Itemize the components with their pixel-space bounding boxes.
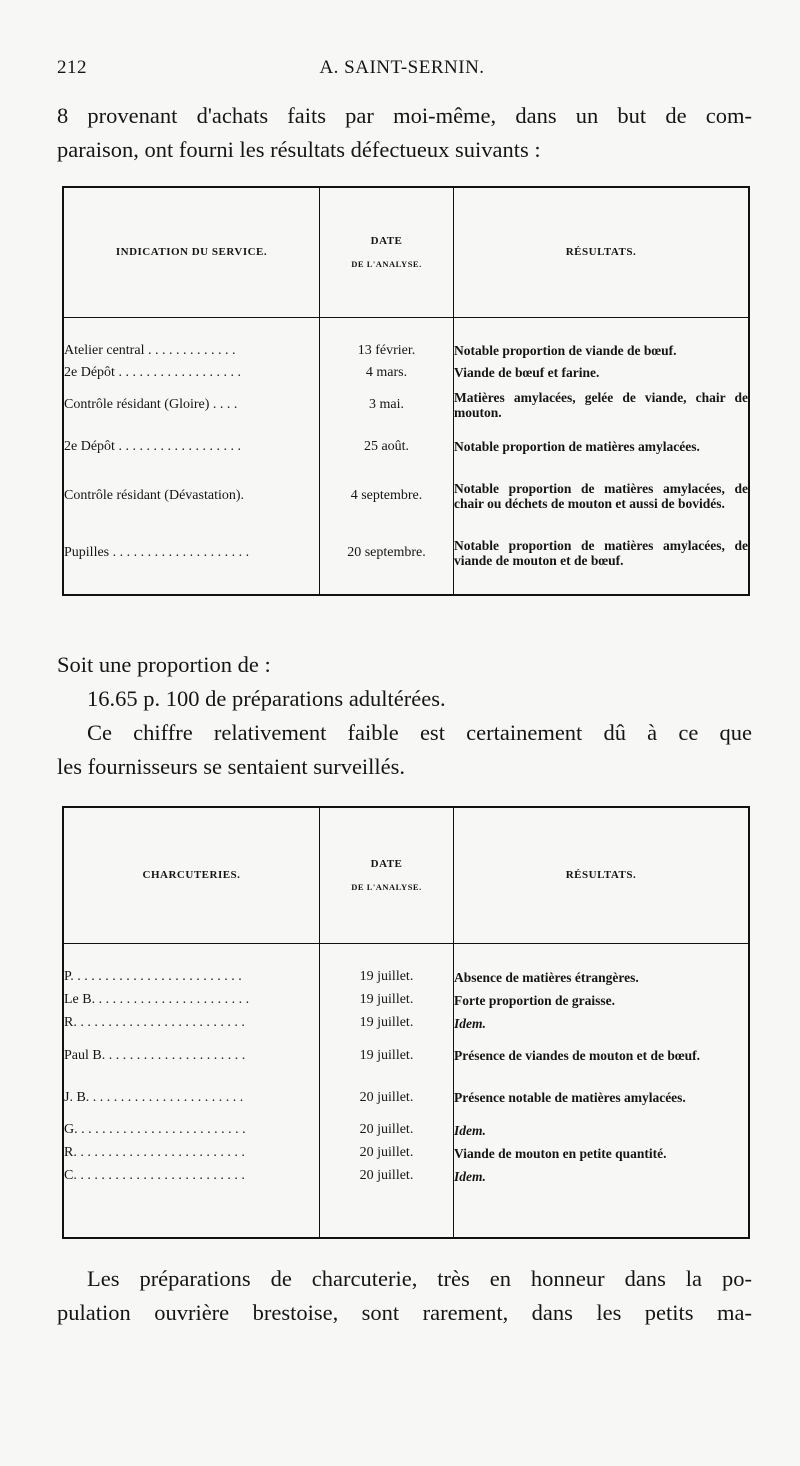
running-head [57, 57, 747, 81]
result-cell: Présence notable de matières amylacées. [454, 1090, 686, 1105]
text-line: 8 provenant d'achats faits par moi-même, dans un but de com- [57, 103, 752, 128]
text-line: Ce chiffre relativement faible est certainement dû à ce que [87, 720, 752, 745]
table-row [63, 340, 749, 362]
result-cell: Présence de viandes de mouton et de bœuf. [454, 1048, 700, 1063]
date-cell: 20 juillet. [320, 1142, 454, 1165]
result-cell: Notable proportion de matières amylacées, de chair ou déchets de mouton et aussi de bovidés. [454, 480, 748, 511]
result-cell: Absence de matières étrangères. [454, 969, 639, 985]
middle-paragraph [57, 648, 752, 784]
name-cell: Paul B. . . . . . . . . . . . . . . . . . . . . [64, 1047, 246, 1063]
table-row [63, 1165, 749, 1188]
result-cell: Idem. [454, 1168, 486, 1184]
result-cell: Notable proportion de matières amylacées, de viande de mouton et de bœuf. [454, 537, 748, 568]
date-cell: 13 février. [320, 340, 454, 362]
date-cell: 4 mars. [320, 362, 454, 384]
column-header-results: RÉSULTATS. [454, 187, 750, 317]
text-line: Les préparations de charcuterie, très en honneur dans la po- [87, 1266, 752, 1291]
intro-paragraph [57, 99, 752, 167]
table-row [63, 524, 749, 582]
running-head-author: A. SAINT-SERNIN. [319, 57, 485, 78]
date-cell: 3 mai. [320, 384, 454, 426]
result-cell: Notable proportion de matières amylacées. [454, 439, 700, 454]
date-cell: 25 août. [320, 426, 454, 468]
table-row [63, 1142, 749, 1165]
table-row [63, 362, 749, 384]
date-cell: 20 juillet. [320, 1077, 454, 1119]
date-cell: 19 juillet. [320, 1035, 454, 1077]
column-header-date: DATE DE L'ANALYSE. [320, 187, 454, 317]
service-cell: 2e Dépôt . . . . . . . . . . . . . . . . . . [64, 438, 241, 454]
result-cell: Matières amylacées, gelée de viande, chair de mouton. [454, 389, 748, 420]
text-line: pulation ouvrière brestoise, sont rarement, dans les petits ma- [57, 1300, 752, 1325]
table-row [63, 426, 749, 468]
result-cell: Notable proportion de viande de bœuf. [454, 343, 677, 358]
result-cell: Idem. [454, 1122, 486, 1138]
column-header-service: INDICATION DU SERVICE. [63, 187, 320, 317]
charcuterie-results-table [62, 806, 750, 1239]
name-cell: C. . . . . . . . . . . . . . . . . . . . . . . . . [64, 1168, 245, 1183]
table-row [63, 468, 749, 524]
column-header-results: RÉSULTATS. [454, 807, 750, 943]
closing-paragraph [57, 1262, 752, 1330]
table-row [63, 966, 749, 989]
name-cell: J. B. . . . . . . . . . . . . . . . . . . . . . . [64, 1089, 244, 1105]
table-header-row [63, 807, 749, 943]
table-row [63, 1077, 749, 1119]
service-cell: 2e Dépôt . . . . . . . . . . . . . . . . . . [64, 364, 241, 380]
result-cell: Viande de bœuf et farine. [454, 365, 600, 380]
date-cell: 4 septembre. [320, 468, 454, 524]
date-cell: 20 juillet. [320, 1119, 454, 1142]
table-row [63, 989, 749, 1012]
text-line: Soit une proportion de : [57, 652, 271, 677]
page-number: 212 [57, 57, 87, 78]
service-cell: Contrôle résidant (Gloire) . . . . [64, 396, 238, 412]
service-cell: Contrôle résidant (Dévastation). [64, 487, 245, 503]
table-row [63, 384, 749, 426]
name-cell: Le B. . . . . . . . . . . . . . . . . . . . . . . [64, 992, 250, 1007]
name-cell: P. . . . . . . . . . . . . . . . . . . . . . . . . [64, 969, 242, 984]
result-cell: Forte proportion de graisse. [454, 992, 615, 1008]
service-results-table [62, 186, 750, 596]
text-line: paraison, ont fourni les résultats défectueux suivants : [57, 137, 541, 162]
column-header-charcuteries: CHARCUTERIES. [63, 807, 320, 943]
table-row [63, 1012, 749, 1035]
date-cell: 20 septembre. [320, 524, 454, 582]
table-row [63, 1035, 749, 1077]
table-row [63, 1119, 749, 1142]
text-line: les fournisseurs se sentaient surveillés. [57, 754, 406, 779]
service-cell: Pupilles . . . . . . . . . . . . . . . . . . . . [64, 544, 250, 560]
date-cell: 19 juillet. [320, 1012, 454, 1035]
service-cell: Atelier central . . . . . . . . . . . . . [64, 342, 236, 358]
text-line: 16.65 p. 100 de préparations adultérées. [87, 686, 446, 711]
column-header-date: DATE DE L'ANALYSE. [320, 807, 454, 943]
result-cell: Viande de mouton en petite quantité. [454, 1145, 667, 1161]
date-cell: 19 juillet. [320, 966, 454, 989]
name-cell: R. . . . . . . . . . . . . . . . . . . . . . . . . [64, 1145, 245, 1160]
date-cell: 20 juillet. [320, 1165, 454, 1188]
table-header-row [63, 187, 749, 317]
result-cell: Idem. [454, 1015, 486, 1031]
name-cell: G. . . . . . . . . . . . . . . . . . . . . . . . . [64, 1122, 246, 1137]
name-cell: R. . . . . . . . . . . . . . . . . . . . . . . . . [64, 1015, 245, 1030]
date-cell: 19 juillet. [320, 989, 454, 1012]
